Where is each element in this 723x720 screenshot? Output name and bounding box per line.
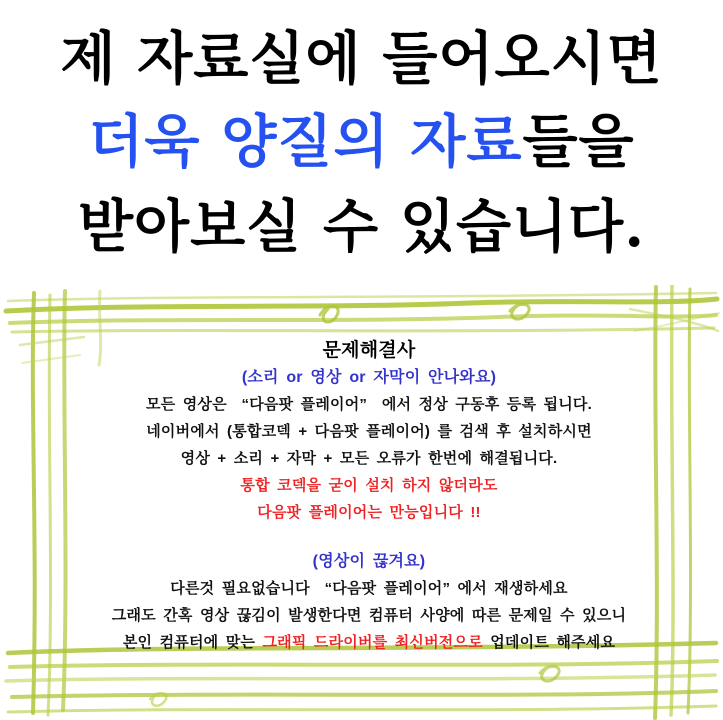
codec-warning-2: 다음팟 플레이어는 만능입니다 !! [257, 504, 481, 521]
stutter-line-2: 그래도 간혹 영상 끊김이 발생한다면 컴퓨터 사양에 따른 문제일 수 있으니 [111, 607, 627, 624]
intro-line-2 [0, 108, 723, 175]
audio-line-2: 네이버에서 (통합코덱 + 다음팟 플레이어) 를 검색 후 설치하시면 [146, 423, 592, 440]
intro-line-2-highlight: 더욱 양질의 자료 [88, 108, 523, 175]
audio-line-3: 영상 + 소리 + 자막 + 모든 오류가 한번에 해결됩니다. [180, 450, 558, 467]
audio-line-1: 모든 영상은 “다음팟 플레이어” 에서 정상 구동후 등록 됩니다. [145, 396, 592, 413]
stutter-line-3-suffix: 업데이트 해주세요 [482, 634, 616, 651]
stutter-line-3 [70, 629, 668, 656]
stutter-line-1: 다른것 필요없습니다 “다음팟 플레이어” 에서 재생하세요 [170, 580, 568, 597]
intro-text [0, 0, 723, 260]
audio-section-heading: (소리 or 영상 or 자막이 안나와요) [241, 369, 497, 386]
intro-line-1: 제 자료실에 들어오시면 [60, 25, 663, 92]
stutter-line-3-highlight: 그래픽 드라이버를 최신버전으로 [262, 634, 483, 651]
notice-title: 문제해결사 [322, 340, 416, 361]
troubleshooting-box [0, 285, 723, 720]
stutter-line-3-prefix: 본인 컴퓨터에 맞는 [122, 634, 263, 651]
intro-line-3: 받아보실 수 있습니다. [77, 193, 646, 260]
intro-line-2-rest: 들을 [522, 108, 635, 175]
notice-content [70, 337, 668, 656]
section-gap [70, 526, 668, 548]
codec-warning-1: 통합 코덱을 굳이 설치 하지 않더라도 [240, 477, 498, 494]
stutter-section-heading: (영상이 끊겨요) [312, 553, 426, 570]
